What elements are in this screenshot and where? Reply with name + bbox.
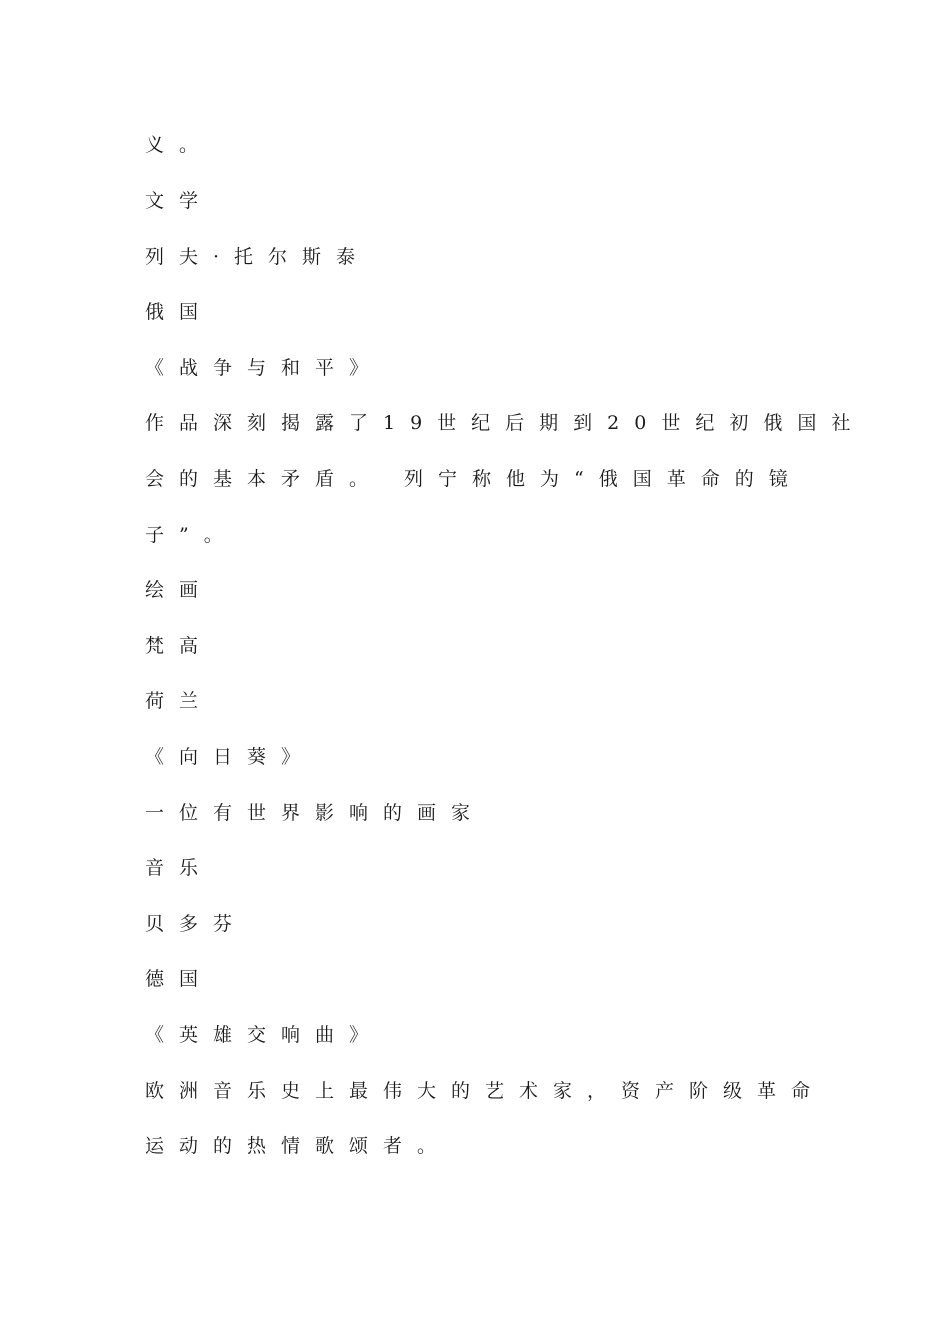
text-line: 荷兰 [145,690,214,712]
section-heading-painting: 绘画 [145,579,214,601]
section-heading-literature: 文学 [145,190,214,212]
text-line: 一位有世界影响的画家 [145,802,486,824]
work-title: 《战争与和平》 [145,357,384,379]
text-line: 贝多芬 [145,913,248,935]
text-line: 俄国 [145,301,214,323]
work-title: 《向日葵》 [145,746,316,768]
work-title: 《英雄交响曲》 [145,1024,384,1046]
text-line: 梵高 [145,635,214,657]
text-line: 欧洲音乐史上最伟大的艺术家，资产阶级革命 [145,1080,826,1102]
text-line: 德国 [145,968,214,990]
text-line: 义。 [145,134,214,156]
text-line: 子”。 [145,524,238,546]
section-heading-music: 音乐 [145,857,214,879]
text-line: 会的基本矛盾。 列宁称他为“俄国革命的镜 [145,468,803,490]
text-line: 列夫·托尔斯泰 [145,246,371,268]
text-line: 作品深刻揭露了19世纪后期到20世纪初俄国社 [145,412,866,434]
text-line: 运动的热情歌颂者。 [145,1135,452,1157]
